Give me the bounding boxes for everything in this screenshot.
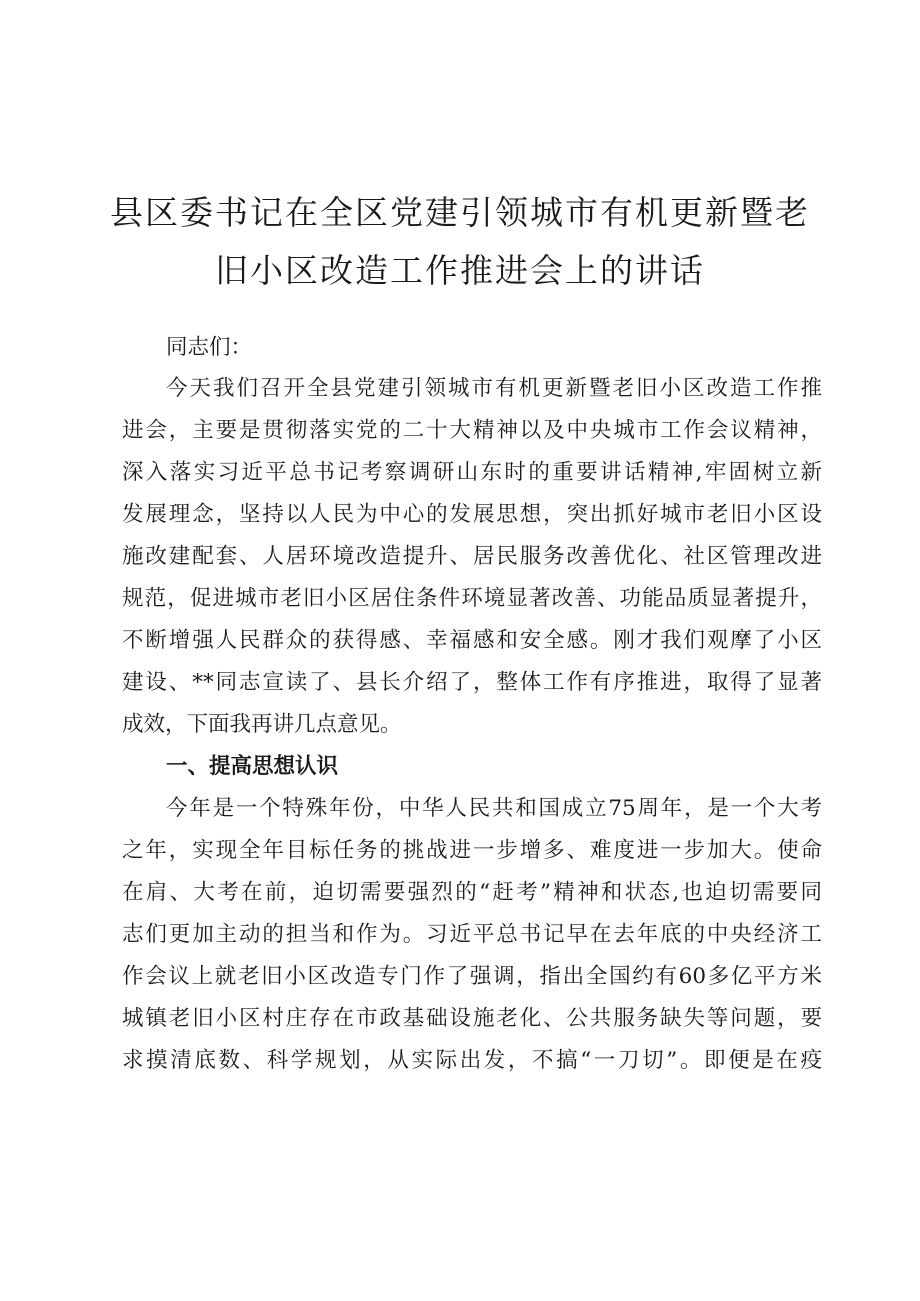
paragraph-1-line: 今天我们召开全县党建引领城市有机更新暨老旧小区改造工作推 xyxy=(166,376,822,401)
paragraph-2-line: 志们更加主动的担当和作为。习近平总书记早在去年底的中央经济工 xyxy=(122,922,822,947)
paragraph-2-line: 城镇老旧小区村庄存在市政基础设施老化、公共服务缺失等问题，要 xyxy=(122,1006,822,1031)
paragraph-1-line: 发展理念，坚持以人民为中心的发展思想，突出抓好城市老旧小区设 xyxy=(122,502,822,527)
document-title-line-1: 县区委书记在全区党建引领城市有机更新暨老 xyxy=(110,193,810,232)
paragraph-2-line: 之年，实现全年目标任务的挑战进一步增多、难度进一步加大。使命 xyxy=(122,838,822,863)
paragraph-2-line: 求摸清底数、科学规划，从实际出发，不搞“一刀切”。即便是在疫 xyxy=(122,1048,822,1073)
section-heading: 一、提高思想认识 xyxy=(166,754,339,779)
paragraph-1-line: 不断增强人民群众的获得感、幸福感和安全感。刚才我们观摩了小区 xyxy=(122,628,822,653)
paragraph-1-line: 建设、**同志宣读了、县长介绍了，整体工作有序推进，取得了显著 xyxy=(122,670,822,695)
paragraph-1-line: 规范，促进城市老旧小区居住条件环境显著改善、功能品质显著提升， xyxy=(122,586,822,611)
paragraph-1-line: 施改建配套、人居环境改造提升、居民服务改善优化、社区管理改进 xyxy=(122,544,822,569)
paragraph-2-line: 作会议上就老旧小区改造专门作了强调，指出全国约有60多亿平方米 xyxy=(122,964,822,989)
paragraph-2-line: 今年是一个特殊年份，中华人民共和国成立75周年，是一个大考 xyxy=(166,796,822,821)
paragraph-2-line: 在肩、大考在前，迫切需要强烈的“赶考”精神和状态,也迫切需要同 xyxy=(122,880,822,905)
paragraph-1-line: 深入落实习近平总书记考察调研山东时的重要讲话精神,牢固树立新 xyxy=(122,460,822,485)
document-title-line-2: 旧小区改造工作推进会上的讲话 xyxy=(215,251,705,290)
paragraph-1-line: 进会，主要是贯彻落实党的二十大精神以及中央城市工作会议精神， xyxy=(122,418,822,443)
salutation: 同志们： xyxy=(166,335,253,360)
paragraph-1-line: 成效，下面我再讲几点意见。 xyxy=(122,712,402,737)
